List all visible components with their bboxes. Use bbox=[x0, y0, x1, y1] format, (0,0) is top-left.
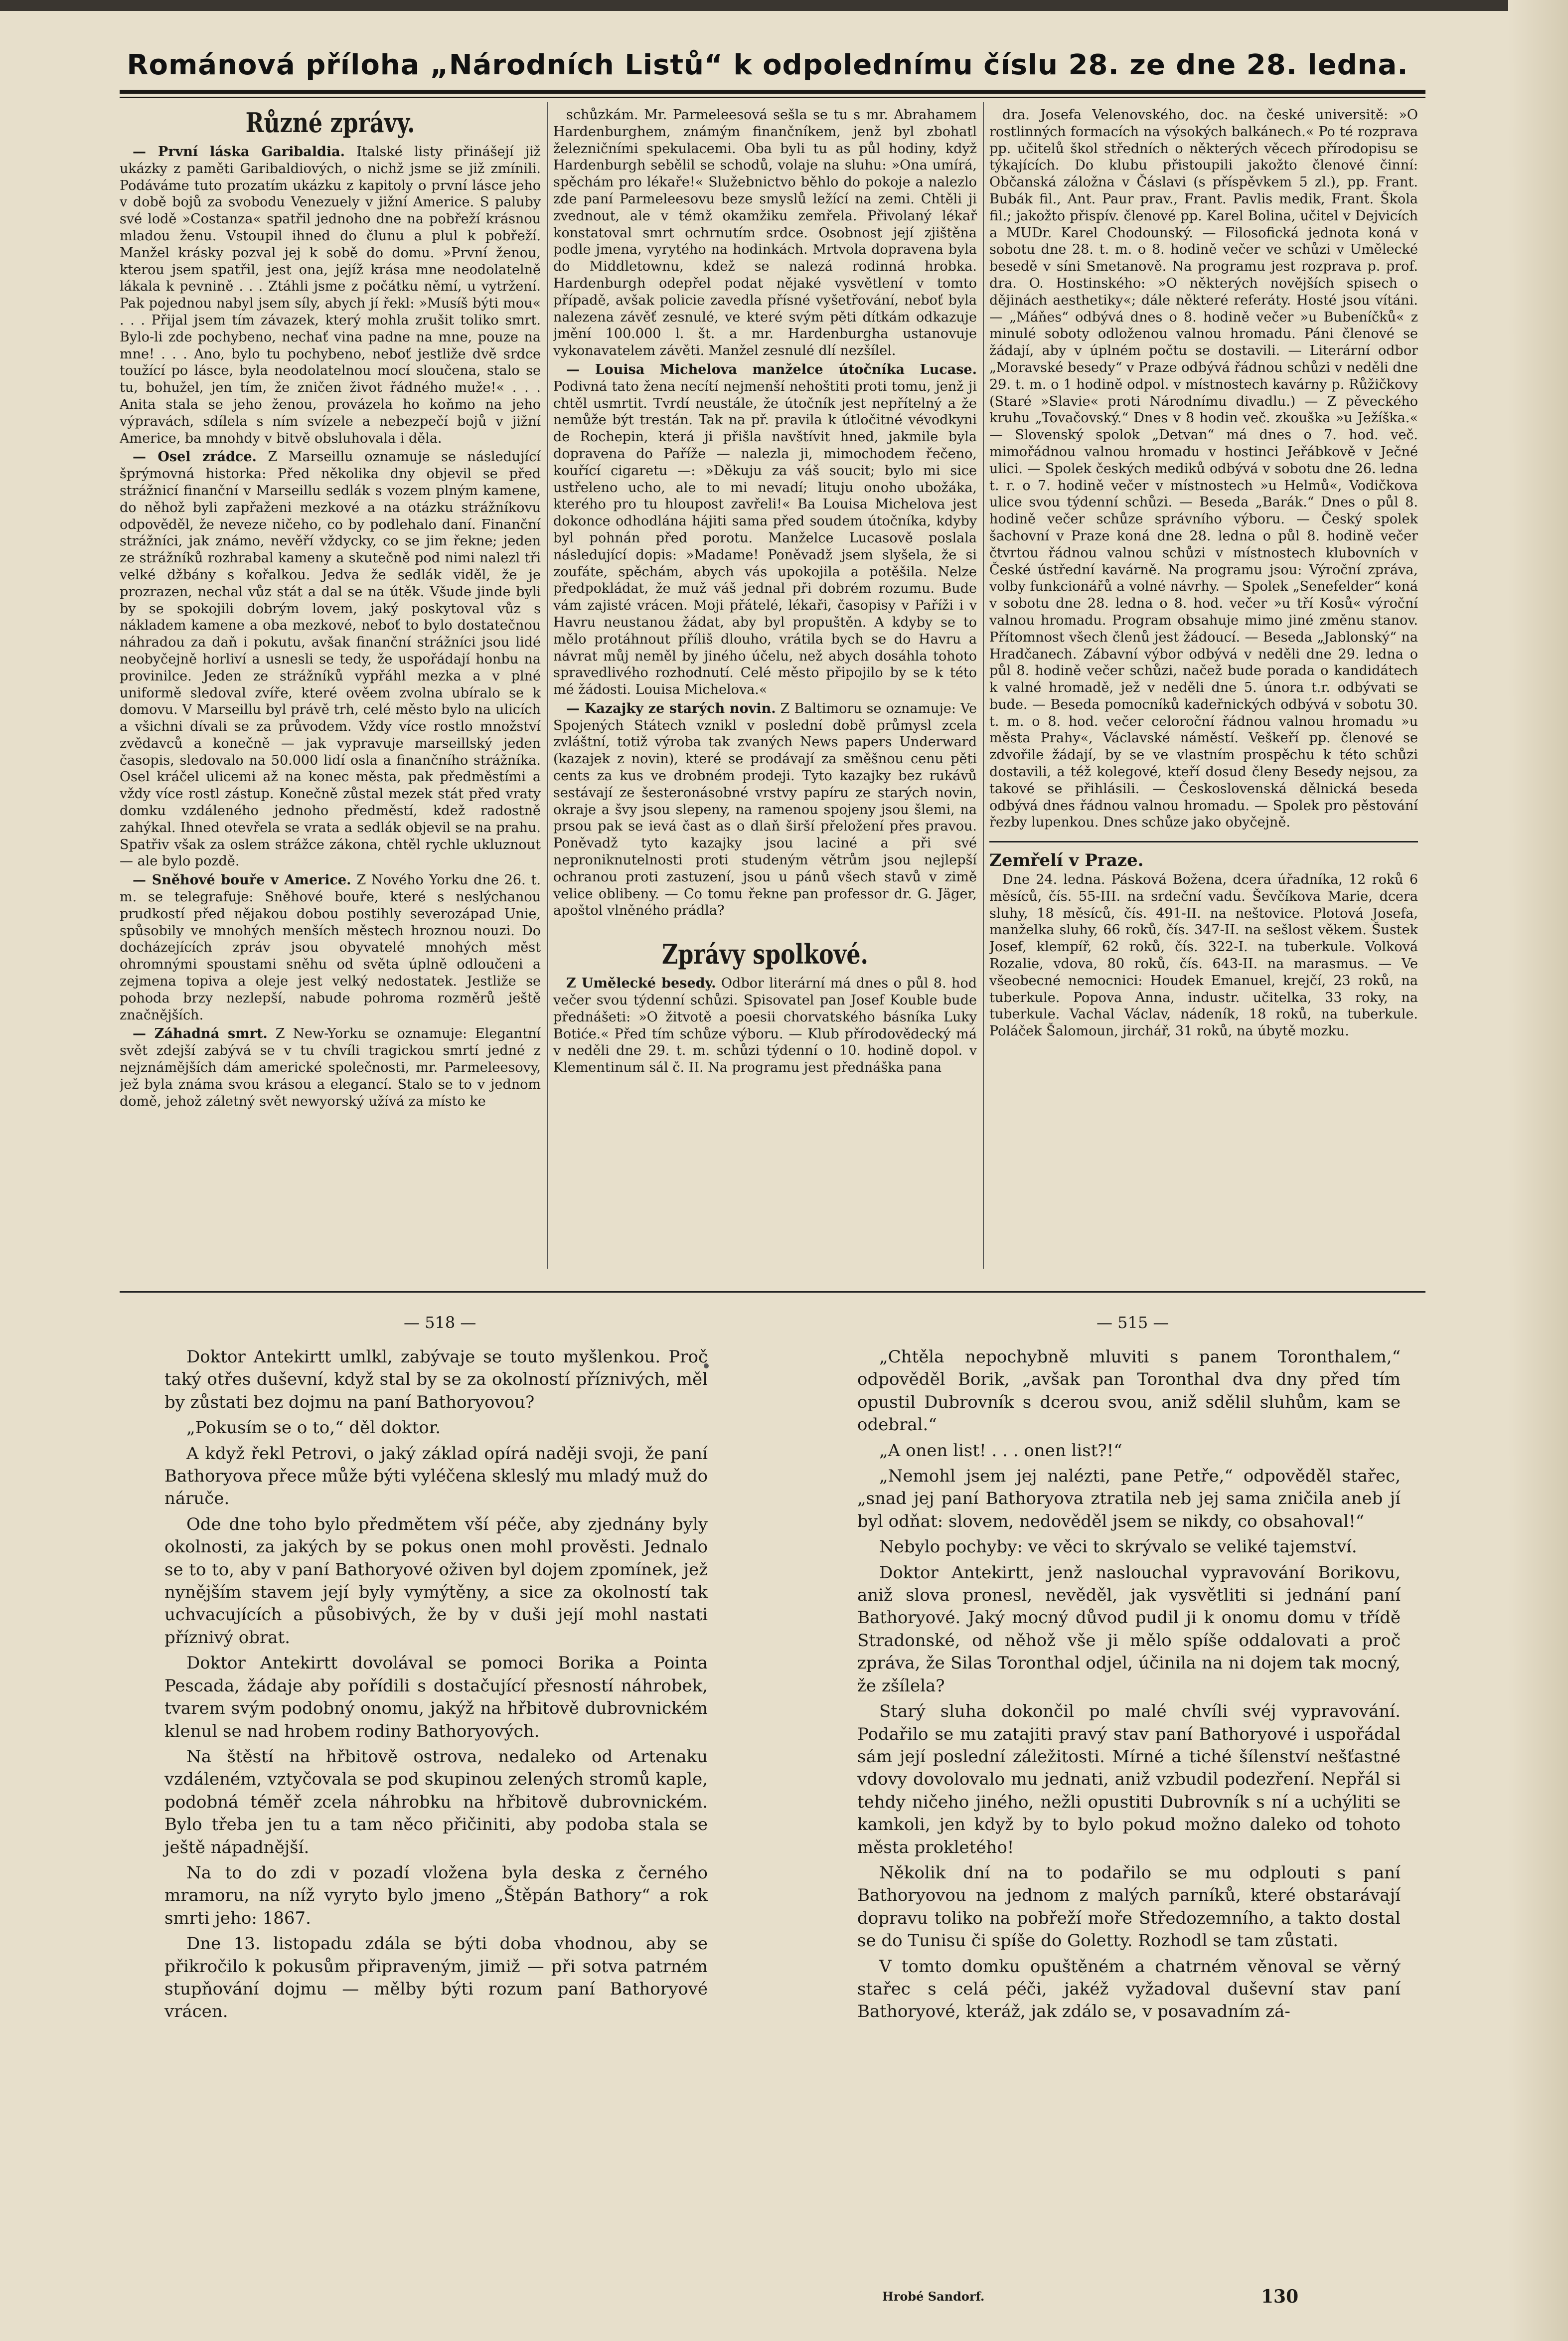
top-border bbox=[0, 0, 1568, 11]
page-number-right: — 515 — bbox=[1097, 1313, 1169, 1332]
article-heading: — Louisa Michelova manželce útočníka Lucase. bbox=[566, 361, 977, 377]
article-heading: — První láska Garibaldia. bbox=[133, 144, 345, 160]
column-1-articles bbox=[120, 144, 541, 1110]
article-paragraph bbox=[553, 975, 977, 1076]
novel-left-text bbox=[164, 1346, 708, 2023]
article-paragraph bbox=[989, 871, 1418, 1040]
article-text: schůzkám. Mr. Parmeleesová sešla se tu s mr. Abrahamem Hardenburghem, známým finančníkem, jenž byl zbohatl železničními spekulacemi. Oba byli tu as půl hodiny, když Hardenburgh sebělil se schodů, volaje na sluhu: »Ona umírá, spěchám pro lékaře!« Služebnictvo běhlo do pokoje a nalezlo zde paní Parmeleesovu beze smyslů ležící na zemi. Chtěli ji zvednout, ale v témž okamžiku zemřela. Přivolaný lékař konstatoval smrt ochrnutím srdce. Osobnost její zjištěna podle jmena, vyrytého na hodinkách. Mrtvola dopravena byla do Middletownu, kdež se nalezá rodinná hrobka. Hardenburgh odepřel podat nějaké vysvětlení v tomto případě, avšak policie zavedla přísné vyšetřování, neboť byla nalezena závěť zesnulé, ve které svým pěti dítkám odkazuje jmění 100.000 l. št. a mr. Hardenburgha ustanovuje vykonavatelem závěti. Manžel zesnulé dlí nezšílel. bbox=[553, 107, 977, 359]
column-1 bbox=[120, 107, 541, 1313]
novel-paragraph: Dne 13. listopadu zdála se býti doba vhodnou, aby se přikročilo k pokusům připraveným, jimiž — při sotva patrném stupňování dojmu — mělby býti rozum paní Bathoryové vrácen. bbox=[164, 1934, 708, 2022]
column-divider bbox=[547, 102, 548, 1269]
novel-paragraph: Nebylo pochyby: ve věci to skrývalo se veliké tajemství. bbox=[879, 1537, 1357, 1557]
novel-paragraph: Několik dní na to podařilo se mu odplouti s paní Bathoryovou na jednom z malých parníků, které obstarávají dopravu toliko na pobřeží moře Středozemního, a takto dostal se do Tunisu či spíše do Goletty. Rozhodl se tam zůstati. bbox=[857, 1862, 1401, 1951]
novel-paragraph: Na štěstí na hřbitově ostrova, nedaleko od Artenaku vzdáleném, vztyčovala se pod skupinou zelených stromů kaple, podobná téměř zcela náhrobku na hřbitově dubrovnickém. Bylo třeba jen tu a tam něco přičiniti, aby podoba stala se ještě nápadnější. bbox=[164, 1746, 708, 1857]
section-title-ruzne-zpravy: Různé zprávy. bbox=[245, 107, 415, 139]
novel-page-left bbox=[164, 1346, 708, 2026]
novel-paragraph: Ode dne toho bylo předmětem vší péče, aby zjednány byly okolnosti, za jakých by se pokus onen mohl prověsti. Jednalo se to to, aby v paní Bathoryové oživen byl dojem zpomínek, jež nynějším stavem její byly vymýtěny, a sice za okolností tak uchvacujících a působivých, že by v duši její mohl nastati příznivý obrat. bbox=[164, 1514, 708, 1648]
novel-paragraph: Na to do zdi v pozadí vložena byla deska z černého mramoru, na níž vyryto bylo jmeno „Štěpán Bathory“ a rok smrti jeho: 1867. bbox=[164, 1862, 708, 1928]
header-rule-thin bbox=[120, 97, 1425, 98]
novel-paragraph: A když řekl Petrovi, o jaký základ opírá naději svoji, že paní Bathoryova přece může býti vyléčena skleslý mu mladý muž do náruče. bbox=[164, 1443, 708, 1509]
folio-number: 130 bbox=[1261, 2286, 1299, 2307]
section-title-zpravy-spolkove: Zprávy spolkové. bbox=[662, 938, 868, 971]
novel-paragraph: „A onen list! . . . onen list?!“ bbox=[879, 1440, 1122, 1461]
article-heading: — Kazajky ze starých novin. bbox=[566, 700, 776, 716]
novel-paragraph: V tomto domku opuštěném a chatrném věnoval se věrný stařec s celá péči, jakéž vyžadoval duševní stav paní Bathoryové, kteráž, jak zdálo se, v posavadním zá- bbox=[857, 1956, 1401, 2022]
column-3 bbox=[989, 107, 1418, 1313]
page-edge-shadow bbox=[1508, 0, 1568, 2341]
article-text: Odbor literární má dnes o půl 8. hod večer svou týdenní schůzi. Spisovatel pan Josef Kouble bude přednášeti: »O žitvotě a poesii chorvatského básníka Luky Botiće.« Před tím schůze výboru. — Klub přírodovědecký má v neděli dne 29. t. m. schůzi týdenní o 10. hodině dopol. v Klementinum sál č. II. Na programu jest přednáška pana bbox=[553, 976, 977, 1076]
section-rule bbox=[989, 841, 1418, 844]
page-header: Románová příloha „Národních Listů“ k odpolednímu číslu 28. ze dne 28. ledna. bbox=[127, 49, 1409, 81]
printer-mark: Hrobé Sandorf. bbox=[882, 2289, 985, 2304]
article-text: Z Marseillu oznamuje se následující šprýmovná historka: Před několika dny objevil se před strážnicí finanční v Marseillu sedlák s vozem plným kamene, do něhož byli zapřaženi mezkové a na otázku strážníkovu odpověděl, že neveze ničeho, co by podlehalo daní. Finanční strážníci, jak známo, nevěří vždycky, co se jim řekne; jeden ze strážníků rozhrabal kameny a skutečně pod nimi nalezl tři velké džbány s kořalkou. Jedva že sedlák viděl, že je prozrazen, nechal vůz stát a dal se na útěk. Všude jinde byli by se spokojili dobrým lovem, jaký poskytoval vůz s nákladem kamene a oba mezkové, neboť to bylo dostatečnou náhradou za daň i pokutu, avšak finanční strážníci jsou lidé neobyčejně horliví a usnesli se tedy, že uspořádají honbu na provinilce. Jeden ze strážníků vypřáhl mezka a v plné uniformě sledoval zvíře, které ověem zvolna ubíralo se k domovu. V Marseillu byl právě trh, celé město bylo na ulicích a všichni dívali se za průvodem. Vždy více rostlo množství zvědavců a konečně — jak vypravuje marseillský jeden časopis, sledovalo na 50.000 lidí osla a finančního strážníka. Osel kráčel ulicemi až na konec města, pak předměstími a vždy více rostl zástup. Konečně zůstal mezek stát před vraty domku vzdáleného jednoho předměstí, kdež radostně zahýkal. Ihned otevřela se vrata a sedlák objevil se na prahu. Spatřiv však za oslem strážce zákona, chtěl rychle ukluznout — ale bylo pozdě. bbox=[120, 449, 541, 869]
novel-page-right bbox=[857, 1346, 1401, 2026]
header-rule bbox=[120, 90, 1425, 94]
novel-paragraph: Doktor Antekirtt, jenž naslouchal vypravování Borikovu, aniž slova pronesl, nevěděl, jak vysvětliti si jednání paní Bathoryové. Jaký mocný důvod pudil ji k onomu domu v třídě Stradonské, od něhož vše ji mělo spíše oddalovati a proč zpráva, že Silas Toronthal odjel, účinila na ni dojem tak mocný, že zšílela? bbox=[857, 1562, 1401, 1696]
column-divider bbox=[983, 102, 984, 1269]
article-heading: — Osel zrádce. bbox=[133, 449, 257, 465]
article-paragraph bbox=[120, 144, 541, 447]
section-title-zemreli: Zemřelí v Praze. bbox=[989, 850, 1144, 871]
novel-paragraph: „Chtěla nepochybně mluviti s panem Toronthalem,“ odpověděl Borik, „avšak pan Toronthal dva dny před tím opustil Dubrovník s dcerou svou, aniž sdělil sluhům, kam se odebral.“ bbox=[857, 1347, 1401, 1435]
article-text: dra. Josefa Velenovského, doc. na české universitě: »O rostlinných formacích na výsokých balkánech.« Po té rozprava pp. učitelů škol středních o některých věcech přírodopisu se týkajících. Do klubu přistoupili jakožto členové činní: Občanská záložna v Čáslavi (s příspěvkem 5 zl.), pp. Frant. Bubák fil., Ant. Paur prav., Frant. Pavlis medik, Frant. Škola fil.; jakožto přispív. členové pp. Karel Bolina, učitel v Dejvicích a MUDr. Karel Chodounský. — Filosofická jednota koná v sobotu dne 28. t. m. o 8. hodině večer ve schůzi v Umělecké besedě v síni Smetanově. Na programu jest rozprava p. prof. dra. O. Hostinského: »O některých novějších spisech o dějinách aesthetiky«; dále některé referáty. Hosté jsou vítáni. — „Máňes“ odbývá dnes o 8. hodině večer »u Bubeníčků« z minulé soboty odloženou valnou hromadu. Páni členové se žádají, aby v úplném počtu se dostavili. — Literární odbor „Moravské besedy“ v Praze odbývá řádnou schůzi v neděli dne 29. t. m. o 1 hodině odpol. v místnostech kavárny p. Růžičkovy (Staré »Slavie« proti Národnímu divadlu.) — Z pěveckého kruhu „Tovačovský.“ Dnes v 8 hodin več. zkouška »u Ježíška.« — Slovenský spolok „Detvan“ má dnes o 7. hod. več. mimořádnou valnou hromadu v hostinci Jeřábkově v Ječné ulici. — Spolek českých mediků odbývá v sobotu dne 26. ledna t. r. o 7. hodině večer v místnostech »u Helmů«, Vodičkova ulice svou týdenní schůzi. — Beseda „Barák.“ Dnes o půl 8. hodině večer schůze správního výboru. — Český spolek šachovní v Praze koná dne 28. ledna o půl 8. hodině večer čtvrtou řádnou valnou schůzi v místnostech klubovních v České ústřední kavárně. Na programu jsou: Výroční zpráva, volby funkcionářů a volné návrhy. — Spolek „Senefelder“ koná v sobotu dne 28. ledna o 8. hod. večer »u tří Kosů« výroční valnou hromadu. Program obsahuje mimo jiné změnu stanov. Přítomnost všech členů jest žádoucí. — Beseda „Jablonský“ na Hradčanech. Zábavní výbor odbývá v neděli dne 29. ledna o půl 8. hodině večer schůzi, načež bude porada o kandidátech k valné hromadě, jež v neděli dne 5. února t.r. odbývati se bude. — Beseda pomocníků kadeřnických odbývá v sobotu 30. t. m. o 8. hod. večer celoroční řádnou valnou hromadu »u města Prahy«, Václavské náměstí. Veškeří pp. členové se zdvořile žádají, by se ve vlastním prospěchu k této schůzi dostavili, a též kolegové, kteří dosud členy Besedy nejsou, za takové se přihlásili. — Československá dělnická beseda odbývá dnes řádnou valnou hromadu. — Spolek pro pěstování řezby lupenkou. Dnes schůze jako obyčejně. bbox=[989, 107, 1418, 831]
novel-paragraph: „Nemohl jsem jej nalézti, pane Petře,“ odpověděl stařec, „snad jej paní Bathoryova ztratila neb jej sama zničila aneb jí byl odňat: slovem, nedověděl jsem se nikdy, co obsahoval!“ bbox=[857, 1466, 1401, 1531]
article-paragraph bbox=[553, 107, 977, 359]
article-text: Z New-Yorku se oznamuje: Elegantní svět zdejší zabývá se v tu chvíli tragickou smrtí jedné z nejznámějších dám americké společnosti, mr. Parmeleesovy, jež byla známa svou krásou a elegancí. Stalo se to v jednom domě, jehož záletný svět newyorský užívá za místo ke bbox=[120, 1026, 541, 1109]
article-paragraph bbox=[553, 700, 977, 919]
novel-paragraph: Doktor Antekirtt umlkl, zabývaje se touto myšlenkou. Proč taký otřes duševní, když stal by se za okolností příznivých, měl by zůstati bez dojmu na paní Bathoryovou? bbox=[164, 1347, 708, 1412]
column-3-articles bbox=[989, 107, 1418, 831]
novel-paragraph: Doktor Antekirtt dovolával se pomoci Borika a Pointa Pescada, žádaje aby pořídili s dostačující přesností náhrobek, tvarem svým podobný onomu, jakýž na hřbitově dubrovnickém klenul se nad hrobem rodiny Bathoryových. bbox=[164, 1653, 708, 1741]
article-paragraph bbox=[989, 107, 1418, 831]
novel-paragraph: „Pokusím se o to,“ děl doktor. bbox=[186, 1418, 441, 1438]
article-text: Z Baltimoru se oznamuje: Ve Spojených Státech vznikl v poslední době průmysl zcela zvláštní, totiž výroba tak zvaných News papers Underward (kazajek z novin), které se prodávají za směšnou cenu pěti cents za kus ve drobném prodeji. Tyto kazajky bez rukávů sestávají ze šesteronásobné vrstvy papíru ze starých novin, okraje a švy jsou slepeny, na ramenou spojeny jsou šlemi, na prsou pak se ievá čast as o dlaň širší přeložení přes pravou. Poněvadž tyto kazajky jsou laciné a při své neproniknutelnosti proti studeným větrům jsou nejlepší ochranou proti zastuzení, jsou u pánů všech stavů v zimě velice oblibeny. — Co tomu řekne pan professor dr. G. Jäger, apoštol vlněného prádla? bbox=[553, 700, 977, 919]
novel-right-text bbox=[857, 1346, 1401, 2023]
article-heading: — Záhadná smrt. bbox=[133, 1026, 268, 1042]
novel-paragraph: Starý sluha dokončil po malé chvíli svéj vypravování. Podařilo se mu zatajiti pravý stav paní Bathoryové i uspořádal sám její poslední záležitosti. Mírné a tiché šílenství nešťastné vdovy dovolovalo mu jednati, aniž vzbudil podezření. Nepřál si tehdy ničeho jiného, nežli opustiti Dubrovník s ní a uchýliti se kamkoli, jen když by to bylo pokud možno daleko od tohoto města prokletého! bbox=[857, 1701, 1401, 1857]
article-paragraph bbox=[120, 872, 541, 1023]
column-2-society-news bbox=[553, 975, 977, 1076]
column-2-articles bbox=[553, 107, 977, 919]
spacer bbox=[553, 921, 977, 938]
column-2 bbox=[553, 107, 977, 1313]
article-paragraph bbox=[553, 361, 977, 698]
article-text: Dne 24. ledna. Pásková Božena, dcera úřadníka, 12 roků 6 měsíců, čís. 55-III. na srdeční vadu. Ševčíkova Marie, dcera sluhy, 18 měsíců, čís. 491-II. na neštovice. Plotová Josefa, manželka sluhy, 66 roků, čís. 347-II. na sešlost věkem. Šustek Josef, klempíř, 62 roků, čís. 322-I. na tuberkule. Volková Rozalie, vdova, 80 roků, čís. 643-II. na marasmus. — Ve všeobecné nemocnici: Houdek Emanuel, krejčí, 23 roků, na tuberkule. Popova Anna, industr. učitelka, 33 roky, na tuberkule. Vachal Václav, nádeník, 18 roků, na tuberkule. Poláček Šalomoun, jirchář, 31 roků, na úbytě mozku. bbox=[989, 872, 1418, 1039]
article-paragraph bbox=[120, 449, 541, 870]
article-paragraph bbox=[120, 1025, 541, 1110]
article-heading: — Sněhové bouře v Americe. bbox=[133, 872, 351, 888]
article-text: Italské listy přinášejí již ukázky z paměti Garibaldiových, o nichž jsme se již zmínili. Podáváme tuto prozatím ukázku z kapitoly o první lásce jeho v době bojů za svobodu Venezuely v jižní Americe. S paluby své lodě »Costanza« spatřil jednoho dne na pobřeží krásnou mladou ženu. Vstoupil ihned do člunu a plul k pobřeží. Manžel krásky pozval jej k sobě do domu. »První ženou, kterou jsem spatřil, jest ona, jejíž krása mne neodolatelně lákala k pevnině . . . Ztáhli jsme z počátku němí, u vytržení. Pak pojednou nabyl jsem síly, abych jí řekl: »Musíš býti mou« . . . Přijal jsem tím závazek, který mohla zrušit toliko smrt. Bylo-li zde pochybeno, nechať vina padne na mne, pouze na mne! . . . Ano, bylo tu pochybeno, neboť jestliže dvě srdce toužící po lásce, byla neodolatelnou mocí sloučena, stalo se tu, bohužel, jen tím, že zničen život řádného muže!« . . . Anita stala se jeho ženou, provázela ho koňmo na jeho výpravách, sdílela s ním svízele a nebezpečí bojů v jižní Americe, ba mnohdy v bitvě obsluhovala i děla. bbox=[120, 144, 541, 446]
page-number-left: — 518 — bbox=[404, 1313, 476, 1332]
article-heading: Z Umělecké besedy. bbox=[566, 976, 716, 992]
feuilleton-separator bbox=[120, 1291, 1425, 1293]
column-3-deaths bbox=[989, 871, 1418, 1040]
article-text: Z Nového Yorku dne 26. t. m. se telegrafuje: Sněhové bouře, které s neslýchanou prudkostí před nějakou dobou postihly severozápad Unie, spůsobily ve mnohých menších městech hroznou nouzi. Do docházejících zpráv jsou obyvatelé mnohých měst ohromnými spoustami sněhu od světa úplně odloučeni a zejmena topiva a oleje jest velký nedostatek. Jestliže se pohoda brzy nezlepší, nabude pohroma rozměrů ještě značnějších. bbox=[120, 872, 541, 1023]
article-text: Podivná tato žena necítí nejmenší nehoštiti proti tomu, jenž ji chtěl usmrtit. Tvrdí neustále, že útočník jest nepřítelný a že nemůže být trestán. Tak na př. pravila k útločitné vévodkyni de Rochepin, která ji přišla navštívit hned, jakmile byla dopravena do Paříže — nalezla ji, mimochodem řečeno, kouřící cigaretu —: »Děkuju za váš soucit; bylo mi sice ustřeleno ucho, ale to mi nevadí; lituju onoho ubožáka, kterého pro tu hloupost zavřeli!« Ba Louisa Michelova jest dokonce odhodlána hájiti sama před soudem útočníka, kdyby byl pohnán před porotu. Manželce Lucasově poslala následující dopis: »Madame! Poněvadž jsem slyšela, že si zoufáte, spěchám, abych vás upokojila a potěšila. Nelze předpokládat, že muž váš jednal při dobrém rozumu. Bude vám zajisté vrácen. Moji přátelé, lékaři, časopisy v Paříži i v Havru neustanou žádat, aby byl propuštěn. A kdyby se to mělo protáhnout příliš dlouho, vrátila bych se do Havru a návrat můj neměl by jiného účelu, než abych dosáhla tohoto spravedlivého rozhodnutí. Celé město připojilo by se k této mé žádosti. Louisa Michelova.« bbox=[553, 378, 977, 698]
